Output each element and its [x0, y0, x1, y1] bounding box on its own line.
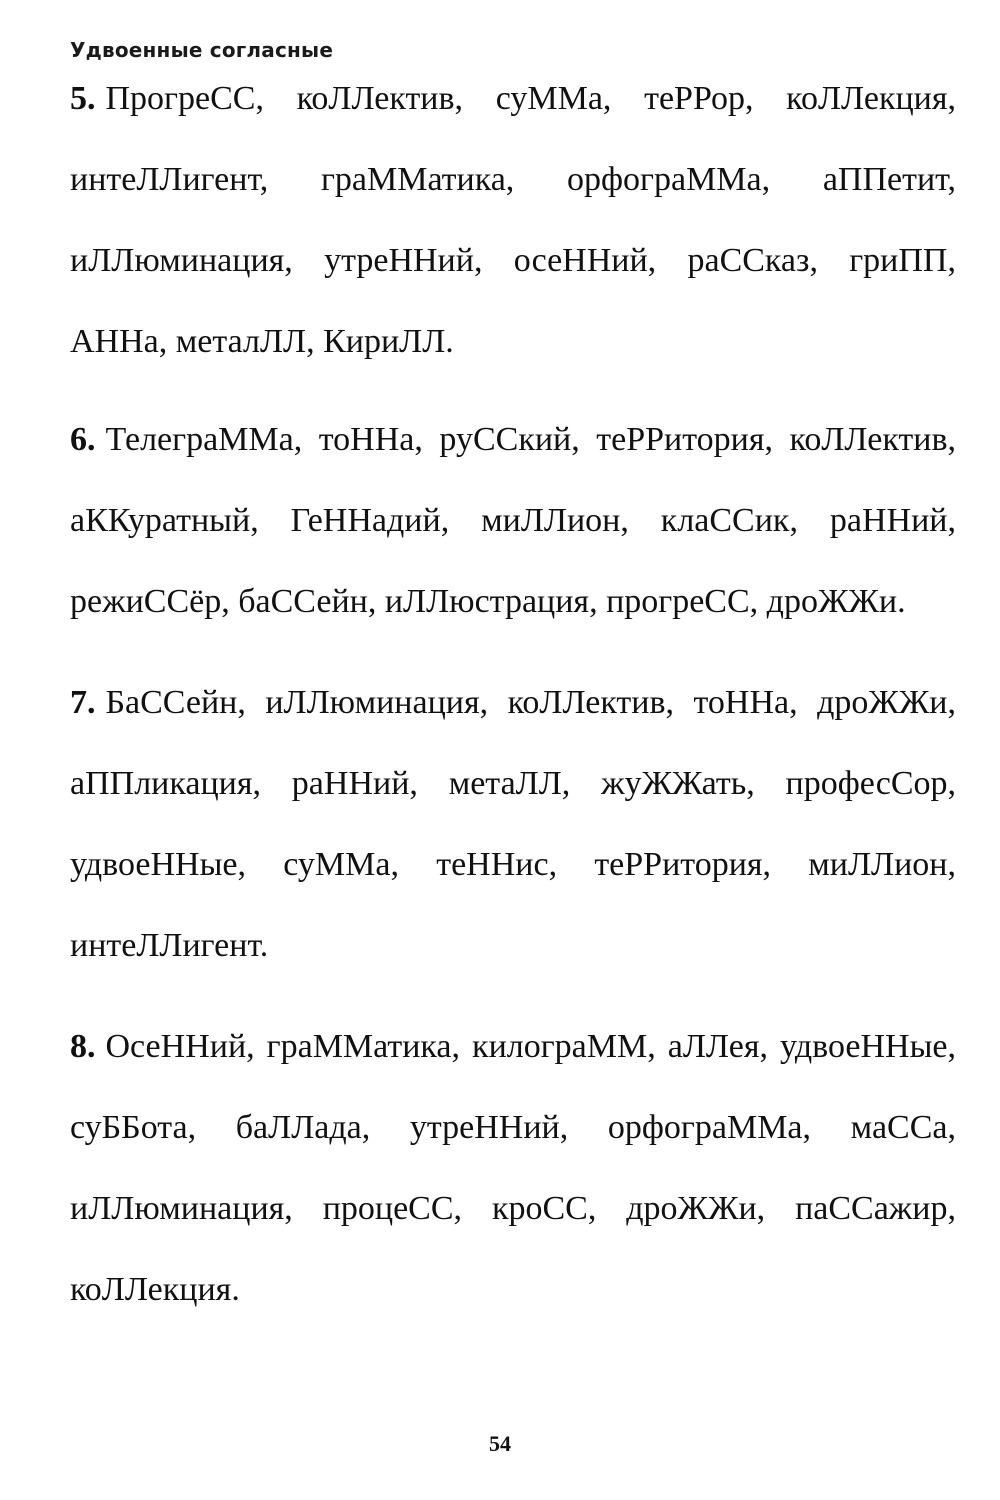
exercise-text: ОсеННий, граММатика, килограММ, аЛЛея, удвоеННые, суББота, баЛЛада, утреННий, орфограММа, маССа, иЛЛюминация, процеСС, кроСС, дроЖЖи, паССажир, коЛЛекция.	[70, 1028, 956, 1308]
exercise-number: 6.	[70, 421, 96, 458]
exercise-6	[70, 399, 956, 642]
exercise-number: 7.	[70, 684, 96, 721]
page-number: 54	[489, 1431, 511, 1456]
exercise-text: ТелеграММа, тоННа, руССкий, теРРитория, коЛЛектив, аККуратный, ГеННадий, миЛЛион, клаССик, раННий, режиССёр, баССейн, иЛЛюстрация, прогреСС, дроЖЖи.	[70, 421, 956, 620]
exercise-text: БаССейн, иЛЛюминация, коЛЛектив, тоННа, дроЖЖи, аППликация, раННий, метаЛЛ, жуЖЖать, професСор, удвоеННые, суММа, теННис, теРРитория, миЛЛион, интеЛЛигент.	[70, 684, 956, 964]
exercise-number: 5.	[70, 80, 96, 117]
exercise-7	[70, 662, 956, 986]
exercise-5	[70, 58, 956, 382]
running-header: Удвоенные согласные	[70, 38, 334, 62]
exercise-text: ПрогреСС, коЛЛектив, суММа, теРРор, коЛЛекция, интеЛЛигент, граММатика, орфограММа, аППетит, иЛЛюминация, утреННий, осеННий, раССказ, гриПП, АННа, металЛЛ, КириЛЛ.	[70, 80, 956, 360]
exercise-8	[70, 1006, 956, 1330]
exercise-number: 8.	[70, 1028, 96, 1065]
